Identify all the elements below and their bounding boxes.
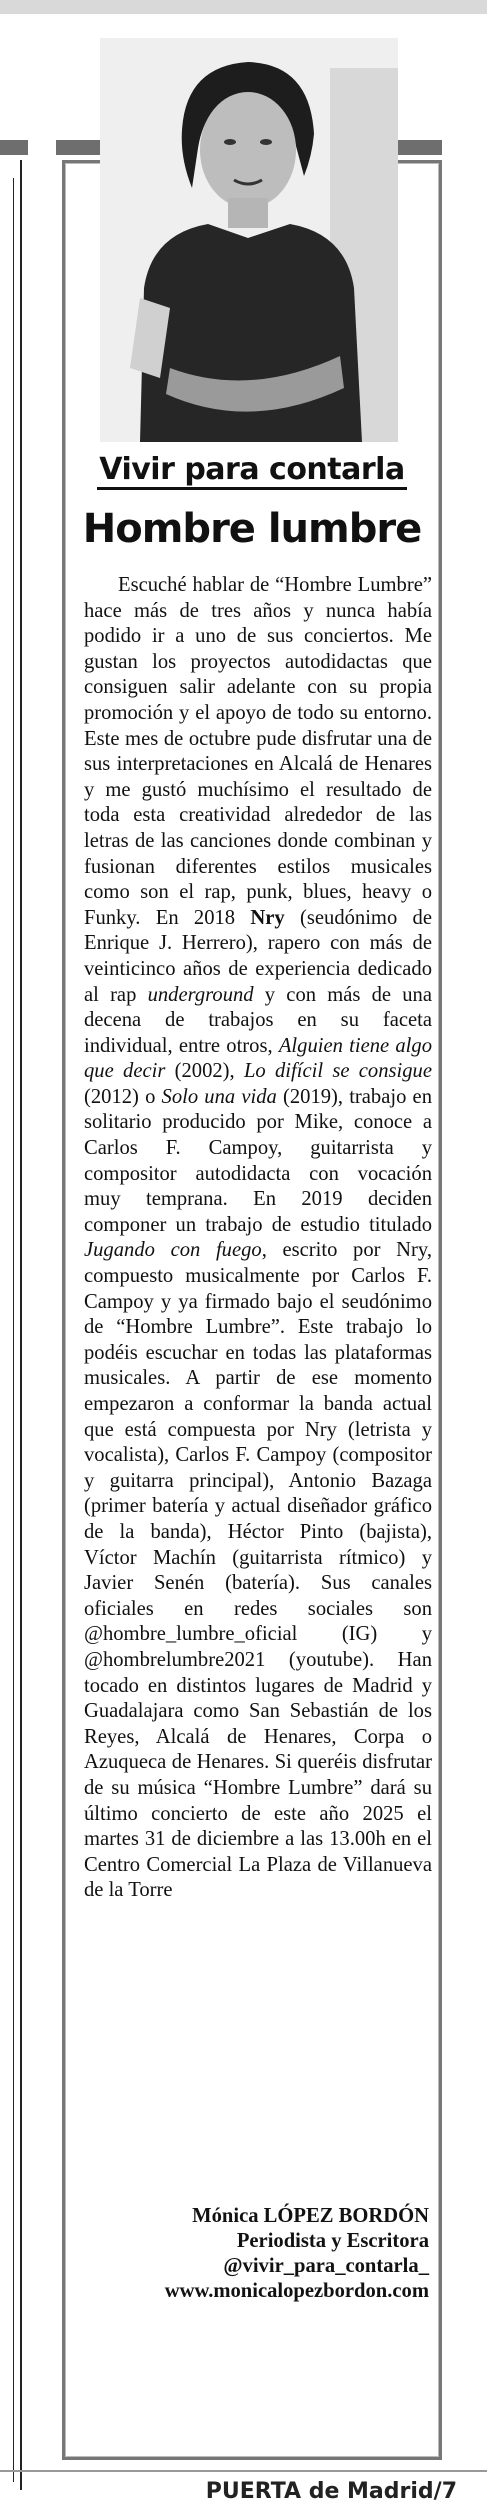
author-photo [100,38,398,442]
section-title: Vivir para contarla [62,452,442,487]
box-rule-right [392,140,442,155]
top-bar [0,0,487,14]
author-website: www.monicalopezbordon.com [164,2280,429,2302]
left-column-frame [0,160,22,2490]
author-role: Periodista y Escritora [236,2230,429,2252]
bottom-rule [0,2470,487,2472]
headline: Hombre lumbre [82,506,422,552]
author-handle: @vivir_para_contarla_ [223,2255,429,2277]
left-rule [0,140,28,155]
author-name: Mónica LÓPEZ BORDÓN [192,2205,429,2227]
page-footer: PUERTA de Madrid/7 [205,2479,457,2504]
article-body: Escuché hablar de “Hombre Lumbre” hace más de tres años y nunca había podido ir a uno de sus conciertos. Me gustan los proyectos autodidactas que consiguen salir adelante con su propia promoción y el apoyo de todo su entorno. Este mes de octubre pude disfrutar una de sus interpretaciones en Alcalá de Henares y me gustó muchísimo el resultado de toda esta creatividad alrededor de las letras de las canciones donde combinan y fusionan diferentes estilos musicales como son el rap, punk, blues, heavy o Funky. En 2018 Nry (seudónimo de Enrique J. Herrero), rapero con más de veinticinco años de experiencia dedicado al rap underground y con más de una decena de trabajos en su faceta individual, entre otros, Alguien tiene algo que decir (2002), Lo difícil se consigue (2012) o Solo una vida (2019), trabajo en solitario producido por Mike, conoce a Carlos F. Campoy, guitarrista y compositor autodidacta con vocación muy temprana. En 2019 deciden componer un trabajo de estudio titulado Jugando con fuego, escrito por Nry, compuesto musicalmente por Carlos F. Campoy y ya firmado bajo el seudónimo de “Hombre Lumbre”. Este trabajo lo podéis escuchar en todas las plataformas musicales. A partir de ese momento empezaron a conformar la banda actual que está compuesta por Nry (letrista y vocalista), Carlos F. Campoy (compositor y guitarra principal), Antonio Bazaga (primer batería y actual diseñador gráfico de la banda), Héctor Pinto (bajista), Víctor Machín (guitarrista rítmico) y Javier Senén (batería). Sus canales oficiales en redes sociales son @hombre_lumbre_oficial (IG) y @hombrelumbre2021 (youtube). Han tocado en distintos lugares de Madrid y Guadalajara como San Sebastián de los Reyes, Alcalá de Henares, Corpa o Azuqueca de Henares. Si queréis disfrutar de su música “Hombre Lumbre” dará su último concierto de este año 2025 el martes 31 de diciembre a las 13.00h en el Centro Comercial La Plaza de Villanueva de la Torre [84,574,432,1902]
author-signature [165,2204,429,2304]
